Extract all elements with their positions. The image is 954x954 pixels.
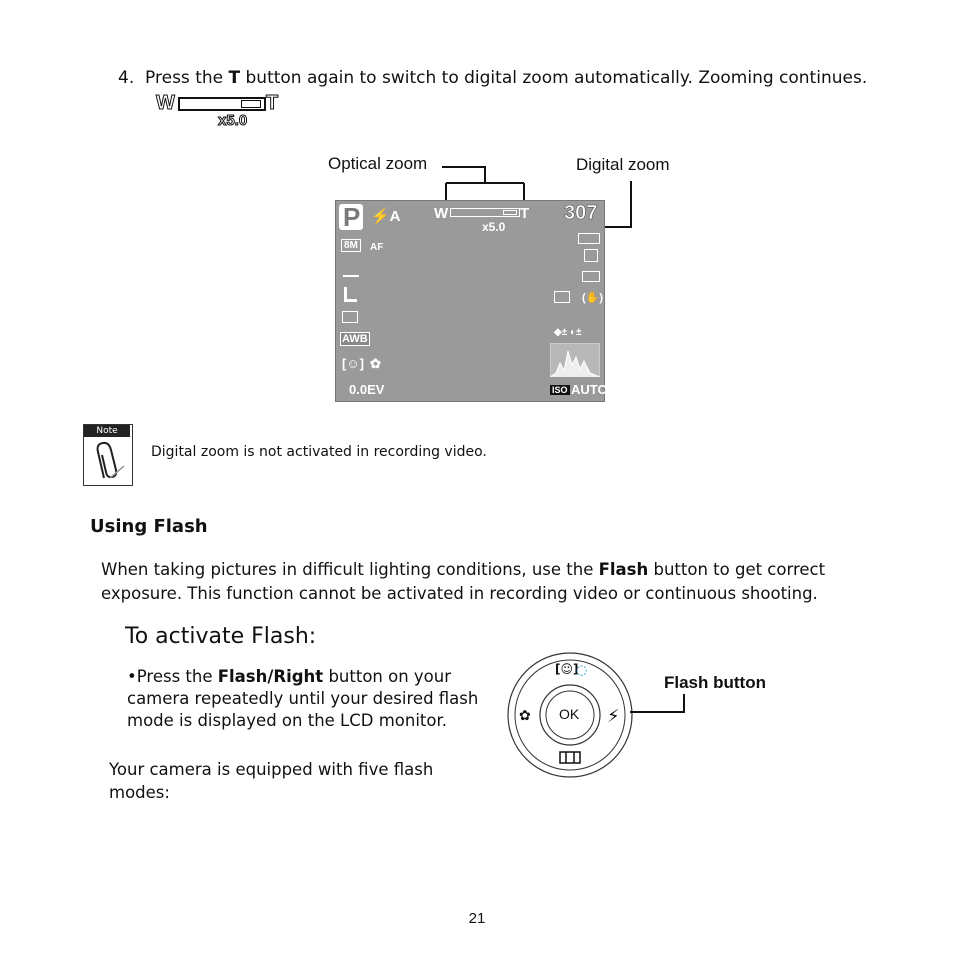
lcd-screen — [335, 200, 608, 402]
wb-icon: AWB — [342, 333, 368, 345]
lcd-zoom-tele: T — [520, 205, 530, 222]
flash-paragraph: When taking pictures in difficult lighting conditions, use the Flash button to get correct exposure. This function cannot be activated in recording video or continuous shooting. — [101, 560, 826, 603]
activate-flash-title: To activate Flash: — [125, 624, 317, 649]
bullet-dot: • — [127, 667, 137, 686]
svg-text:✿: ✿ — [519, 708, 531, 724]
size-icon — [344, 287, 357, 302]
stabilizer-icon: (✋) — [582, 292, 604, 304]
bullet-item: •Press the Flash/Right button on your camera repeatedly until your desired flash mode is displayed on the LCD monitor. — [127, 667, 479, 730]
flash-button-label: Flash button — [664, 673, 766, 692]
digital-zoom-callout: Digital zoom — [576, 155, 670, 174]
flash-button-leader — [624, 692, 690, 714]
iso-value: AUTO — [571, 382, 608, 397]
svg-text:⚡: ⚡ — [607, 706, 620, 727]
svg-text:[☺]: [☺] — [555, 662, 579, 676]
exposure-value: 0.0EV — [349, 382, 385, 397]
flash-modes-text: Your camera is equipped with five flash modes: — [109, 760, 434, 802]
optical-zoom-callout: Optical zoom — [328, 154, 428, 173]
step-4-text: 4. Press the T button again to switch to digital zoom automatically. Zooming continues. — [118, 68, 868, 88]
zoom-wide-label: W — [156, 92, 175, 114]
note-text: Digital zoom is not activated in recording video. — [151, 444, 487, 460]
face-detect-icon: [☺] — [342, 356, 364, 371]
lcd-zoom-factor: x5.0 — [482, 220, 506, 234]
page-number: 21 — [468, 910, 486, 927]
storage-icon — [584, 249, 598, 262]
adjust-icons: ◆± ◐± — [554, 327, 582, 338]
iso-tag: ISO — [552, 385, 568, 395]
macro-icon: ✿ — [370, 356, 381, 371]
t-key: T — [228, 68, 241, 88]
note-tag: Note — [84, 425, 130, 437]
lcd-zoom-bar — [450, 208, 520, 217]
metering-icon — [342, 311, 358, 323]
paperclip-icon — [90, 440, 126, 482]
flash-key: Flash — [598, 560, 649, 579]
battery-icon — [578, 233, 600, 244]
flash-button-hotspot[interactable] — [600, 698, 624, 728]
lcd-zoom-wide: W — [434, 205, 449, 222]
af-icon: AF — [370, 242, 384, 253]
zoom-factor: x5.0 — [218, 112, 248, 129]
flash-right-key: Flash/Right — [217, 667, 324, 686]
quality-icon — [582, 271, 600, 282]
svg-text:◌: ◌ — [576, 663, 588, 678]
resolution-icon: 8M — [341, 239, 361, 252]
section-heading: Using Flash — [90, 516, 208, 537]
continuous-icon — [554, 291, 570, 303]
flash-mode: ⚡A — [371, 208, 401, 225]
sharpness-icon — [343, 265, 359, 277]
mode-label: P — [343, 202, 361, 232]
shots-remaining: 307 — [564, 202, 598, 224]
zoom-tele-label: T — [266, 92, 279, 114]
ok-button[interactable]: OK — [559, 706, 580, 722]
histogram-icon — [550, 343, 600, 377]
step-number: 4. — [118, 68, 135, 88]
